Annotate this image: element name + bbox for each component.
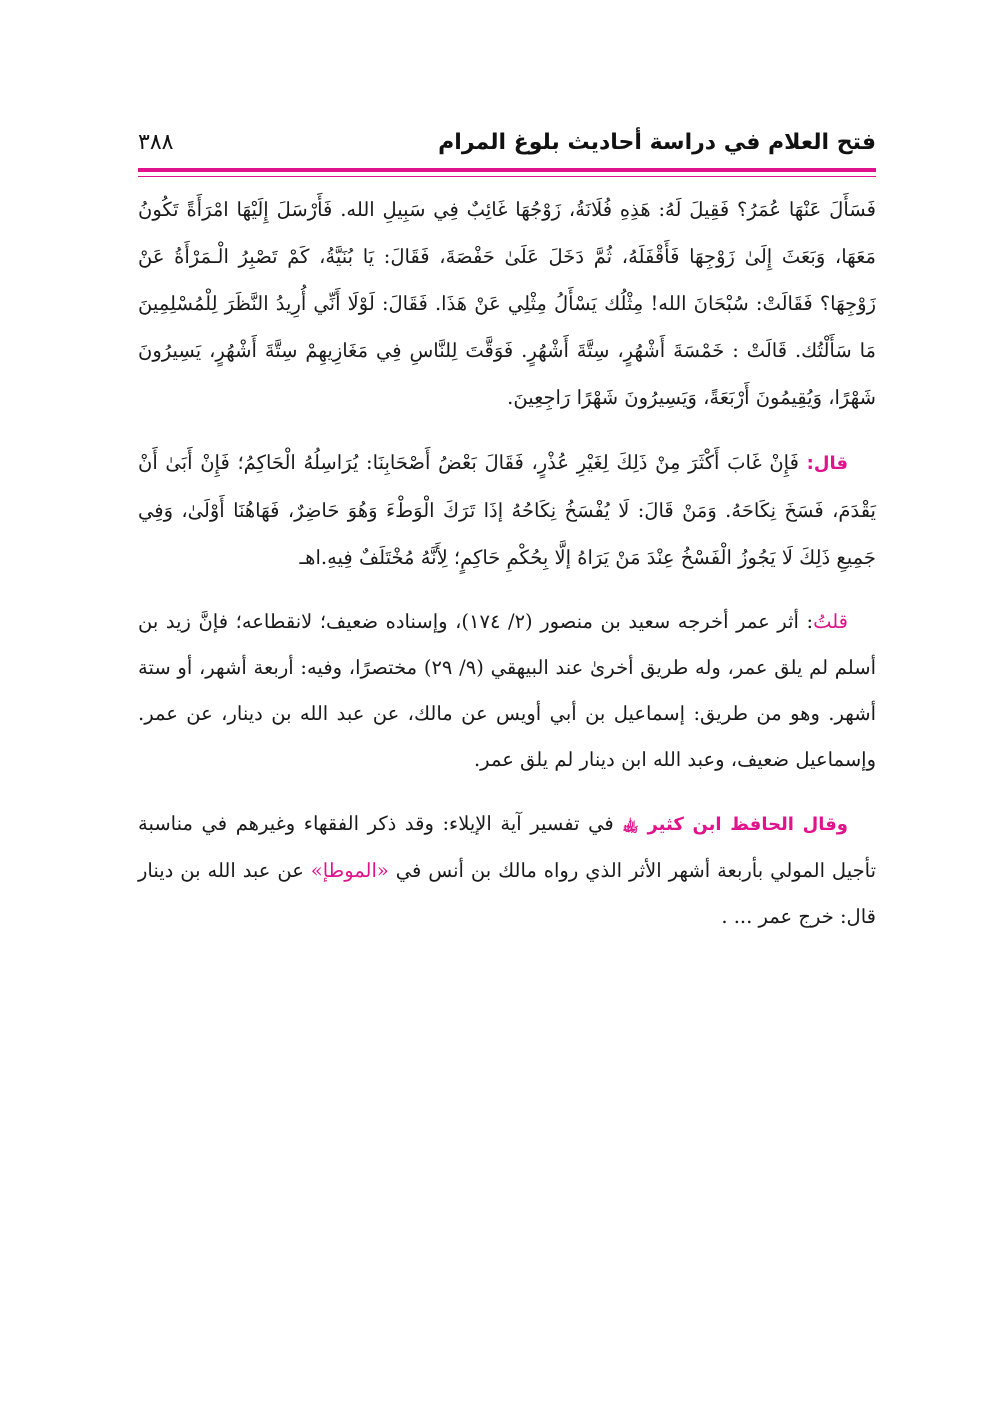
page-number: ٣٨٨ xyxy=(138,130,174,155)
author-note-text: : أثر عمر أخرجه سعيد بن منصور (٢/ ١٧٤)، وإسناده ضعيف؛ لانقطاعه؛ فإنَّ زيد بن أسلم لم يلق عمر، وله طريق أخرىٰ عند البيهقي (٩/ ٢٩) مختصرًا، وفيه: أربعة أشهر، أو ستة أشهر. وهو من طريق: إسماعيل بن أبي أويس عن مالك، عن عبد الله بن دينار، عن عمر. وإسماعيل ضعيف، وعبد الله ابن دينار لم يلق عمر. xyxy=(138,610,876,771)
author-note-paragraph xyxy=(138,599,876,783)
commentary-paragraph xyxy=(138,439,876,581)
ibn-kathir-label: وقال الحافظ ابن كثير ﵀ xyxy=(622,814,848,835)
commentary-text: فَإِنْ غَابَ أَكْثَرَ مِنْ ذَلِكَ لِغَيْرِ عُذْرٍ، فَقَالَ بَعْضُ أَصْحَابِنَا: يُرَاسِلُهُ الْحَاكِمُ؛ فَإِنْ أَبَىٰ أَنْ يَقْدَمَ، فَسَخَ نِكَاحَهُ. وَمَنْ قَالَ: لَا يُفْسَخُ نِكَاحُهُ إذَا تَرَكَ الْوَطْءَ وَهُوَ حَاضِرٌ، فَهَاهُنَا أَوْلَىٰ، وَفِي جَمِيعِ ذَلِكَ لَا يَجُوزُ الْفَسْخُ عِنْدَ مَنْ يَرَاهُ إلَّا بِحُكْمِ حَاكِمٍ؛ لِأَنَّهُ مُخْتَلَفٌ فِيهِ.اهـ xyxy=(138,451,876,569)
running-header xyxy=(138,126,876,170)
page-body xyxy=(138,186,876,958)
ibn-kathir-text-a: في تفسير آية الإيلاء: وقد ذكر الفقهاء وغيرهم في مناسبة تأجيل المولي بأربعة أشهر الأثر الذي رواه مالك بن أنس في xyxy=(138,812,876,882)
ibn-kathir-paragraph xyxy=(138,801,876,940)
muwatta-title: «الموطإ» xyxy=(310,859,389,882)
header-rule-thin xyxy=(138,176,876,177)
qala-label: قال: xyxy=(806,453,848,474)
hadith-text: فَسَأَلَ عَنْهَا عُمَرُ؟ فَقِيلَ لَهُ: هَذِهِ فُلَانَةُ، زَوْجُهَا غَائِبٌ فِي سَبِيلِ الله. فَأَرْسَلَ إِلَيْهَا امْرَأَةً تَكُونُ مَعَهَا، وَبَعَثَ إِلَىٰ زَوْجِهَا فَأَقْفَلَهُ، ثُمَّ دَخَلَ عَلَىٰ حَفْصَةَ، فَقَالَ: يَا بُنَيَّةُ، كَمْ تَصْبِرُ الْـمَرْأَةُ عَنْ زَوْجِهَا؟ فَقَالَتْ: سُبْحَانَ الله! مِثْلُك يَسْأَلُ مِثْلِي عَنْ هَذَا. فَقَالَ: لَوْلَا أَنِّي أُرِيدُ النَّظَرَ لِلْمُسْلِمِينَ مَا سَأَلْتُك. قَالَتْ : خَمْسَةَ أَشْهُرٍ، سِتَّةَ أَشْهُرٍ. فَوَقَّتَ لِلنَّاسِ فِي مَغَازِيهِمْ سِتَّةَ أَشْهُرٍ، يَسِيرُونَ شَهْرًا، وَيُقِيمُونَ أَرْبَعَةً، وَيَسِيرُونَ شَهْرًا رَاجِعِينَ. xyxy=(138,198,876,409)
book-title: فتح العلام في دراسة أحاديث بلوغ المرام xyxy=(438,130,876,155)
header-rule-thick xyxy=(138,168,876,172)
ibn-kathir-text-b: عن عبد الله بن دينار قال: خرج عمر ... . xyxy=(138,859,876,928)
qultu-label: قلتُ xyxy=(813,610,848,633)
hadith-paragraph xyxy=(138,186,876,421)
